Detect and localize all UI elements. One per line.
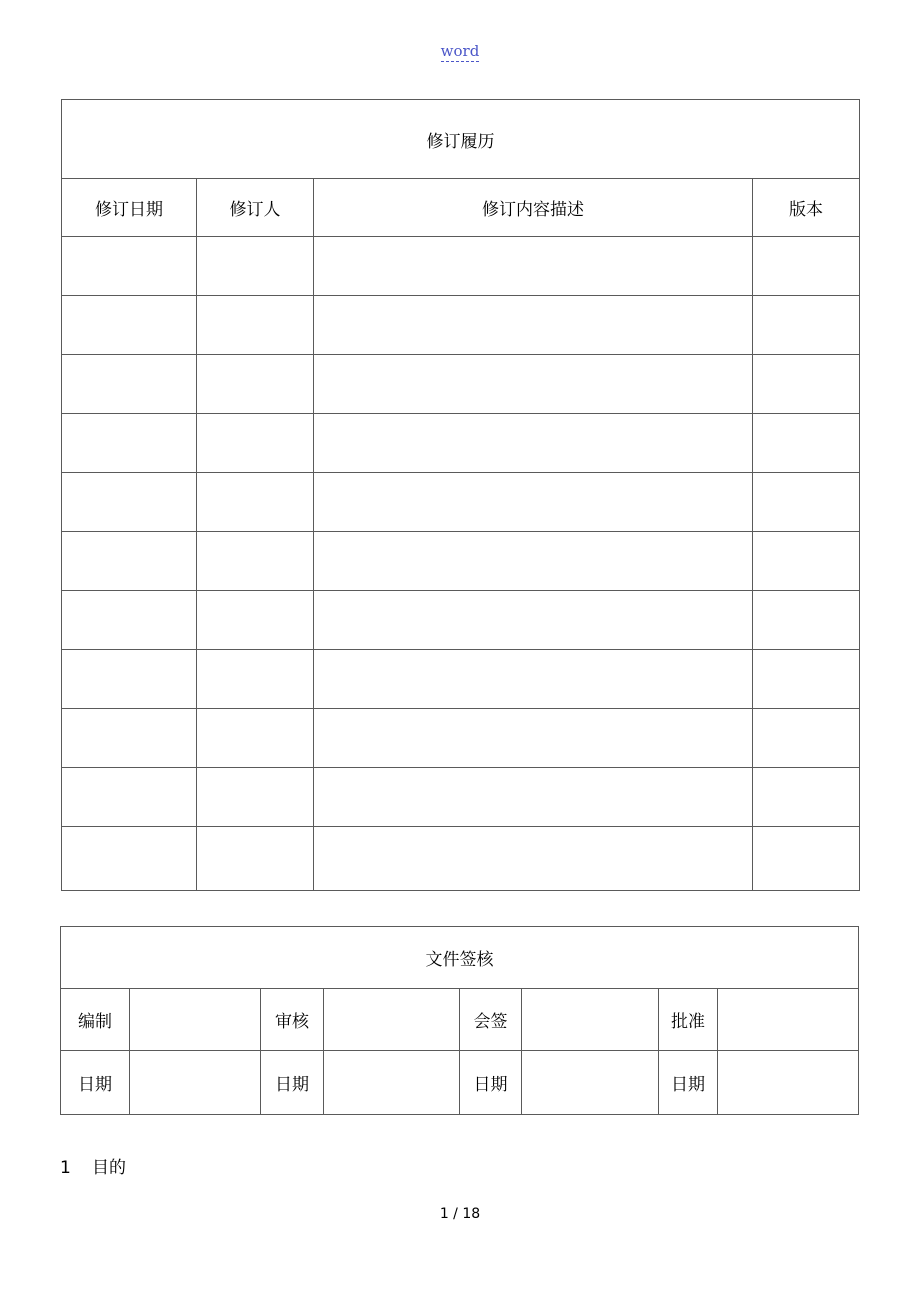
signoff-table-title: 文件签核	[61, 927, 859, 989]
page-number: 1 / 18	[439, 1206, 481, 1222]
table-cell[interactable]	[753, 414, 860, 473]
table-cell[interactable]	[197, 650, 314, 709]
table-row	[62, 768, 860, 827]
table-row	[62, 355, 860, 414]
label-compiled-by: 编制	[61, 989, 130, 1051]
table-cell[interactable]	[197, 414, 314, 473]
table-cell[interactable]	[62, 296, 197, 355]
table-cell[interactable]	[314, 296, 753, 355]
field-date-approved[interactable]	[718, 1051, 859, 1115]
section-title: 目的	[92, 1158, 126, 1178]
field-date-countersigned[interactable]	[522, 1051, 659, 1115]
table-cell[interactable]	[753, 473, 860, 532]
table-row	[62, 237, 860, 296]
column-header-version: 版本	[753, 179, 860, 237]
table-cell[interactable]	[62, 532, 197, 591]
column-header-reviser: 修订人	[197, 179, 314, 237]
column-header-date: 修订日期	[62, 179, 197, 237]
section-heading	[60, 1153, 126, 1178]
table-cell[interactable]	[62, 768, 197, 827]
table-cell[interactable]	[62, 591, 197, 650]
table-row	[62, 532, 860, 591]
table-cell[interactable]	[62, 414, 197, 473]
table-cell[interactable]	[197, 827, 314, 891]
table-cell[interactable]	[197, 473, 314, 532]
table-cell[interactable]	[197, 355, 314, 414]
label-date: 日期	[261, 1051, 324, 1115]
field-approved-by[interactable]	[718, 989, 859, 1051]
table-cell[interactable]	[314, 591, 753, 650]
label-reviewed-by: 审核	[261, 989, 324, 1051]
header-word-link[interactable]: word	[440, 42, 480, 60]
table-cell[interactable]	[314, 414, 753, 473]
label-date: 日期	[659, 1051, 718, 1115]
table-cell[interactable]	[753, 532, 860, 591]
label-date: 日期	[460, 1051, 522, 1115]
table-cell[interactable]	[197, 532, 314, 591]
table-cell[interactable]	[753, 768, 860, 827]
table-row	[62, 414, 860, 473]
table-cell[interactable]	[314, 827, 753, 891]
table-cell[interactable]	[753, 650, 860, 709]
table-row	[62, 827, 860, 891]
table-cell[interactable]	[62, 355, 197, 414]
table-cell[interactable]	[197, 709, 314, 768]
table-row	[62, 650, 860, 709]
table-cell[interactable]	[314, 237, 753, 296]
table-cell[interactable]	[62, 473, 197, 532]
table-cell[interactable]	[314, 650, 753, 709]
table-cell[interactable]	[314, 768, 753, 827]
table-cell[interactable]	[197, 591, 314, 650]
field-countersigned-by[interactable]	[522, 989, 659, 1051]
section-number: 1	[60, 1158, 71, 1178]
column-header-description: 修订内容描述	[314, 179, 753, 237]
table-cell[interactable]	[753, 827, 860, 891]
field-date-compiled[interactable]	[130, 1051, 261, 1115]
label-countersigned-by: 会签	[460, 989, 522, 1051]
table-cell[interactable]	[314, 473, 753, 532]
table-cell[interactable]	[62, 237, 197, 296]
table-cell[interactable]	[62, 827, 197, 891]
table-cell[interactable]	[197, 237, 314, 296]
table-cell[interactable]	[62, 650, 197, 709]
table-cell[interactable]	[197, 768, 314, 827]
signoff-row-roles	[61, 989, 859, 1051]
table-cell[interactable]	[314, 355, 753, 414]
table-cell[interactable]	[62, 709, 197, 768]
document-signoff-table	[60, 926, 859, 1115]
table-row	[62, 296, 860, 355]
table-cell[interactable]	[753, 355, 860, 414]
table-cell[interactable]	[753, 237, 860, 296]
field-reviewed-by[interactable]	[324, 989, 460, 1051]
revision-table-title: 修订履历	[62, 100, 860, 179]
table-cell[interactable]	[753, 296, 860, 355]
table-cell[interactable]	[314, 709, 753, 768]
field-compiled-by[interactable]	[130, 989, 261, 1051]
table-row	[62, 709, 860, 768]
label-approved-by: 批准	[659, 989, 718, 1051]
table-cell[interactable]	[314, 532, 753, 591]
table-cell[interactable]	[753, 591, 860, 650]
label-date: 日期	[61, 1051, 130, 1115]
table-cell[interactable]	[197, 296, 314, 355]
table-cell[interactable]	[753, 709, 860, 768]
revision-history-table	[61, 99, 860, 891]
table-row	[62, 473, 860, 532]
field-date-reviewed[interactable]	[324, 1051, 460, 1115]
signoff-row-dates	[61, 1051, 859, 1115]
table-row	[62, 591, 860, 650]
